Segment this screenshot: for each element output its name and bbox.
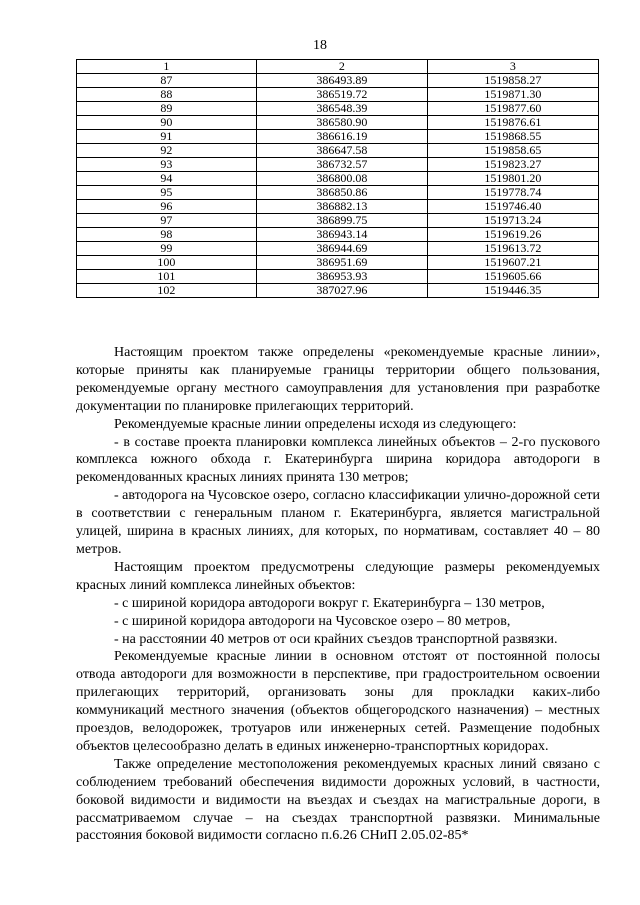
table-cell: 1519746.40 [427, 200, 598, 214]
table-row [77, 186, 599, 200]
table-cell: 386580.90 [256, 116, 427, 130]
table-cell: 1519877.60 [427, 102, 598, 116]
table-row [77, 102, 599, 116]
column-header: 1 [77, 60, 257, 74]
table-row [77, 200, 599, 214]
table-cell: 1519607.21 [427, 256, 598, 270]
table-cell: 1519801.20 [427, 172, 598, 186]
table-row [77, 284, 599, 298]
table-cell: 1519858.27 [427, 74, 598, 88]
table-row [77, 256, 599, 270]
table-cell: 387027.96 [256, 284, 427, 298]
table-cell: 1519876.61 [427, 116, 598, 130]
table-cell: 97 [77, 214, 257, 228]
body-text [76, 344, 600, 845]
table-cell: 386732.57 [256, 158, 427, 172]
table-row [77, 270, 599, 284]
table-cell: 386882.13 [256, 200, 427, 214]
table-cell: 88 [77, 88, 257, 102]
table-cell: 386850.86 [256, 186, 427, 200]
table-header-row [77, 60, 599, 74]
column-header: 3 [427, 60, 598, 74]
table-cell: 386953.93 [256, 270, 427, 284]
table-cell: 1519868.55 [427, 130, 598, 144]
table-cell: 386616.19 [256, 130, 427, 144]
table-cell: 99 [77, 242, 257, 256]
table-row [77, 214, 599, 228]
page-number: 18 [313, 38, 327, 53]
table-cell: 1519605.66 [427, 270, 598, 284]
table-cell: 87 [77, 74, 257, 88]
table-cell: 98 [77, 228, 257, 242]
table-cell: 1519871.30 [427, 88, 598, 102]
table-cell: 386944.69 [256, 242, 427, 256]
table-cell: 1519619.26 [427, 228, 598, 242]
table-cell: 100 [77, 256, 257, 270]
table-cell: 94 [77, 172, 257, 186]
coordinates-table [76, 59, 599, 298]
table-row [77, 116, 599, 130]
table-cell: 1519613.72 [427, 242, 598, 256]
table-cell: 91 [77, 130, 257, 144]
paragraph: - с шириной коридора автодороги вокруг г. Екатеринбурга – 130 метров, [114, 595, 545, 611]
table-cell: 1519778.74 [427, 186, 598, 200]
table-row [77, 242, 599, 256]
table-cell: 386647.58 [256, 144, 427, 158]
table-cell: 1519823.27 [427, 158, 598, 172]
table-row [77, 88, 599, 102]
table-cell: 1519713.24 [427, 214, 598, 228]
paragraph: - на расстоянии 40 метров от оси крайних съездов транспортной развязки. [114, 631, 558, 647]
table-cell: 386951.69 [256, 256, 427, 270]
paragraph: - автодорога на Чусовское озеро, согласно классификации улично-дорожной сети в соответствии с генеральным планом г. Екатеринбурга, является магистральной улицей, ширина в красных линиях, для которых, по нормативам, составляет 40 – 80 метров. [76, 488, 600, 557]
paragraph: Настоящим проектом также определены «рекомендуемые красные линии», которые приняты как планируемые границы территории общего пользования, рекомендуемые органу местного самоуправления для установления при разработке документации по планировке прилегающих территорий. [76, 345, 600, 414]
table-row [77, 228, 599, 242]
table-cell: 1519446.35 [427, 284, 598, 298]
paragraph: Настоящим проектом предусмотрены следующие размеры рекомендуемых красных линий комплекса линейных объектов: [76, 559, 600, 593]
table-cell: 93 [77, 158, 257, 172]
paragraph: - в составе проекта планировки комплекса линейных объектов – 2-го пускового комплекса южного обхода г. Екатеринбурга ширина коридора автодороги в рекомендованных красных линиях принята 130 метров; [76, 434, 600, 486]
table-row [77, 74, 599, 88]
table-cell: 386519.72 [256, 88, 427, 102]
table-row [77, 172, 599, 186]
paragraph: Рекомендуемые красные линии определены исходя из следующего: [114, 416, 517, 432]
table-cell: 101 [77, 270, 257, 284]
table-cell: 1519858.65 [427, 144, 598, 158]
paragraph: - с шириной коридора автодороги на Чусовское озеро – 80 метров, [114, 613, 511, 629]
table-cell: 386800.08 [256, 172, 427, 186]
table-cell: 102 [77, 284, 257, 298]
table-row [77, 144, 599, 158]
paragraph: Рекомендуемые красные линии в основном отстоят от постоянной полосы отвода автодороги для возможности в перспективе, при градостроительном освоении прилегающих территорий, организовать зоны для прокладки каких-либо коммуникаций местного значения (объектов общегородского назначения) – местных проездов, велодорожек, тротуаров или инженерных сетей. Размещение подобных объектов целесообразно делать в единых инженерно-транспортных коридорах. [76, 649, 600, 754]
table-cell: 96 [77, 200, 257, 214]
table-cell: 386943.14 [256, 228, 427, 242]
table-cell: 90 [77, 116, 257, 130]
table-row [77, 130, 599, 144]
table-cell: 386493.89 [256, 74, 427, 88]
paragraph: Также определение местоположения рекомендуемых красных линий связано с соблюдением требований обеспечения видимости дорожных условий, в частности, боковой видимости и видимости на въездах и съездах на магистральные дороги, в рассматриваемом случае – на съездах транспортной развязки. Минимальные расстояния боковой видимости согласно п.6.26 СНиП 2.05.02-85* [76, 756, 600, 844]
table-body [77, 74, 599, 298]
column-header: 2 [256, 60, 427, 74]
table-cell: 89 [77, 102, 257, 116]
table-cell: 386548.39 [256, 102, 427, 116]
table-row [77, 158, 599, 172]
table-cell: 386899.75 [256, 214, 427, 228]
table-cell: 92 [77, 144, 257, 158]
table-cell: 95 [77, 186, 257, 200]
